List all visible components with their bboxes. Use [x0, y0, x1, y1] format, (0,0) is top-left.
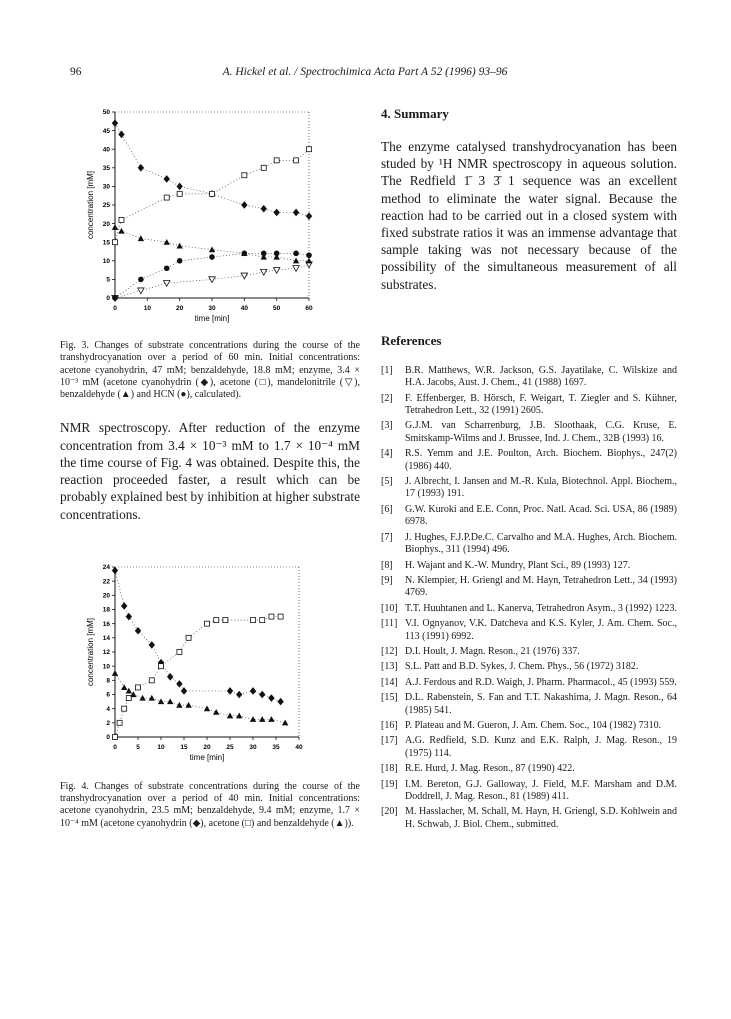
reference-item [381, 532, 677, 557]
series-circle [112, 251, 312, 301]
reference-item [381, 448, 677, 473]
y-axis-label: concentration [mM] [86, 170, 95, 240]
reference-item [381, 618, 677, 643]
reference-text: R.S. Yemm and J.E. Poulton, Arch. Biochem. Biophys., 247(2) (1986) 440. [405, 448, 677, 472]
data-point-square [126, 695, 131, 700]
y-tick-label: 0 [106, 295, 110, 303]
reference-number: [1] [381, 364, 393, 376]
y-tick-label: 35 [102, 165, 110, 172]
x-axis-label: time [min] [194, 314, 230, 323]
data-point-square [251, 617, 256, 622]
reference-text: J. Hughes, F.J.P.De.C. Carvalho and M.A. Hughes, Arch. Biochem. Biophys., 311 (1994) 496. [405, 531, 677, 556]
data-point-diamond [277, 697, 283, 705]
data-point-triangle-down [273, 268, 279, 274]
x-axis-label: time [min] [189, 752, 225, 762]
x-tick-label: 0 [113, 743, 117, 751]
reference-text: R.E. Hurd, J. Mag. Reson., 87 (1990) 422. [405, 763, 575, 775]
data-point-diamond [241, 201, 247, 209]
references-heading: References [381, 332, 442, 348]
data-point-triangle-down [138, 288, 144, 294]
reference-number: [16] [381, 719, 398, 731]
data-point-triangle [209, 246, 215, 252]
reference-item [381, 504, 677, 529]
x-tick-label: 20 [203, 743, 211, 751]
reference-item [381, 692, 677, 717]
data-point-circle [293, 251, 299, 257]
y-tick-label: 8 [106, 677, 110, 685]
data-point-circle [242, 251, 248, 257]
reference-text: I.M. Bereton, G.J. Galloway, J. Field, M.F. Marsham and D.M. Doddrell, J. Mag. Reson., 81 (1989) 411. [405, 778, 677, 803]
reference-number: [20] [381, 806, 398, 818]
data-point-square [261, 165, 266, 170]
reference-number: [15] [381, 692, 398, 704]
y-tick-label: 10 [102, 258, 110, 265]
y-tick-label: 45 [102, 127, 110, 135]
x-tick-label: 25 [226, 743, 234, 751]
x-tick-label: 30 [208, 305, 216, 312]
data-point-triangle [282, 719, 288, 725]
data-point-circle [209, 254, 215, 260]
data-point-square [177, 191, 182, 196]
reference-number: [10] [381, 602, 398, 614]
data-point-diamond [121, 602, 127, 610]
reference-text: F. Effenberger, B. Hörsch, F. Weigart, T. Ziegler and S. Kühner, Tetrahedron Lett., 32 (1991) 2605. [405, 392, 677, 417]
x-tick-label: 40 [295, 743, 303, 751]
reference-item [381, 603, 677, 615]
y-tick-label: 30 [102, 183, 110, 191]
data-point-circle [138, 277, 144, 283]
body-paragraph: NMR spectroscopy. After reduction of the enzyme concentration from 3.4 × 10⁻³ mM to 1.7 × 10⁻⁴ mM the time course of Fig. 4 was obtained. Despite this, the reaction proceeded faster, a result which can be probably explained best by inhibition at higher substrate concentrations. [60, 420, 360, 522]
data-point-diamond [236, 690, 242, 698]
x-tick-label: 35 [272, 743, 280, 751]
data-point-square [242, 173, 247, 178]
reference-text: N. Klempier, H. Griengl and M. Hayn, Tetrahedron Lett., 34 (1993) 4769. [405, 574, 677, 599]
data-point-circle [306, 252, 312, 258]
data-point-diamond [293, 209, 299, 217]
figure-4-chart [60, 561, 360, 771]
data-point-diamond [268, 694, 274, 702]
x-tick-label: 50 [273, 305, 281, 312]
x-tick-label: 10 [157, 743, 165, 751]
data-point-square [164, 195, 169, 200]
data-point-square [122, 706, 127, 711]
reference-text: J. Albrecht, I. Jansen and M.-R. Kula, Biotechnol. Appl. Biochem., 17 (1993) 191. [405, 476, 677, 500]
figure-4-caption: Fig. 4. Changes of substrate concentrations during the course of the transhydrocyanation over a period of 40 min. Initial concentrations: acetone cyanohydrin, 23.5 mM; benzaldehyde, 9.4 mM; enzyme, 1.7 × 10⁻⁴ mM (acetone cyanohydrin (◆), acetone (□) and benzaldehyde (▲)). [60, 780, 360, 829]
series-trend-line [115, 123, 309, 216]
x-tick-label: 15 [180, 743, 188, 751]
reference-text: A.J. Ferdous and R.D. Waigh, J. Pharm. Pharmacol., 45 (1993) 559. [405, 676, 677, 688]
figure-3-chart [60, 100, 360, 332]
reference-text: M. Hasslacher, M. Schall, M. Hayn, H. Griengl, S.D. Kohlwein and H. Schwab, J. Biol. Chem., submitted. [405, 806, 677, 830]
data-point-diamond [273, 209, 279, 217]
reference-text: B.R. Matthews, W.R. Jackson, G.S. Jayatilake, C. Wilskize and H.A. Jacobs, Aust. J. Chem., 41 (1988) 1697. [405, 364, 677, 389]
reference-number: [7] [381, 531, 393, 543]
reference-item [381, 779, 677, 804]
data-point-diamond [112, 566, 118, 574]
data-point-diamond [306, 212, 312, 220]
x-tick-label: 0 [113, 305, 117, 312]
data-point-triangle [176, 702, 182, 708]
y-tick-label: 24 [102, 563, 110, 571]
data-point-diamond [250, 687, 256, 695]
data-point-diamond [261, 205, 267, 213]
reference-number: [19] [381, 778, 398, 790]
data-point-circle [164, 265, 170, 271]
y-tick-label: 16 [102, 620, 110, 628]
data-point-square [274, 158, 279, 163]
reference-number: [18] [381, 763, 398, 775]
y-tick-label: 25 [102, 202, 110, 210]
reference-text: D.I. Hoult, J. Magn. Reson., 21 (1976) 337. [405, 645, 580, 657]
data-point-triangle [227, 712, 233, 718]
y-tick-label: 10 [102, 663, 110, 671]
reference-item [381, 476, 677, 501]
data-point-triangle [139, 695, 145, 701]
x-tick-label: 40 [240, 305, 248, 312]
data-point-diamond [118, 131, 124, 139]
reference-number: [3] [381, 420, 393, 432]
series-trend-line [115, 570, 281, 701]
data-point-diamond [167, 673, 173, 681]
reference-item [381, 735, 677, 760]
data-point-diamond [176, 183, 182, 191]
data-point-square [113, 734, 118, 739]
x-tick-label: 20 [176, 305, 184, 312]
y-tick-label: 5 [106, 276, 110, 284]
y-tick-label: 18 [102, 606, 110, 614]
data-point-square [214, 617, 219, 622]
reference-item [381, 420, 677, 445]
data-point-square [117, 720, 122, 725]
summary-heading: 4. Summary [381, 106, 449, 121]
data-point-diamond [227, 687, 233, 695]
y-tick-label: 15 [102, 239, 110, 247]
reference-number: [11] [381, 618, 398, 630]
data-point-square [210, 191, 215, 196]
data-point-square [269, 614, 274, 619]
data-point-circle [177, 258, 183, 264]
summary-text: The enzyme catalysed transhydrocyanation has been studed by ¹H NMR spectroscopy in aqueous solution. The Redfield 1̄ 3 3̄ 1 sequence was an excellent method to eliminate the water signal. Because the reaction had to be carried out in a closed system with fixed substrate ratios it was an immense advantage that sample taking was not necessary because of the possibility of the simultaneous measurement of all substrates. [381, 139, 677, 292]
reference-number: [12] [381, 645, 398, 657]
series-diamond [112, 119, 312, 220]
reference-item [381, 560, 677, 572]
data-point-triangle [118, 228, 124, 234]
y-tick-label: 2 [106, 719, 110, 727]
left-column [60, 100, 360, 830]
reference-item [381, 806, 677, 831]
data-point-diamond [138, 164, 144, 172]
data-point-square [260, 617, 265, 622]
data-point-triangle [204, 705, 210, 711]
data-point-diamond [149, 641, 155, 649]
data-point-triangle [138, 235, 144, 241]
reference-text: T.T. Huuhtanen and L. Kanerva, Tetrahedron Asym., 3 (1992) 1223. [405, 602, 678, 614]
page-number: 96 [70, 66, 82, 78]
data-point-diamond [135, 627, 141, 635]
data-point-circle [112, 295, 118, 301]
reference-text: V.I. Ognyanov, V.K. Datcheva and K.S. Kyler, J. Am. Chem. Soc., 113 (1991) 6992. [405, 618, 677, 642]
reference-text: A.G. Redfield, S.D. Kunz and E.K. Ralph, J. Mag. Reson., 19 (1975) 114. [405, 735, 677, 759]
data-point-diamond [112, 119, 118, 127]
reference-text: G.W. Kuroki and E.E. Conn, Proc. Natl. Acad. Sci. USA, 86 (1989) 6978. [405, 503, 677, 528]
data-point-triangle [112, 224, 118, 230]
x-tick-label: 10 [143, 305, 151, 312]
reference-item [381, 661, 677, 673]
x-tick-label: 60 [305, 305, 313, 312]
data-point-square [113, 240, 118, 245]
data-point-square [278, 614, 283, 619]
y-axis-label: concentration [mM] [86, 617, 95, 686]
data-point-diamond [164, 175, 170, 183]
reference-item [381, 763, 677, 775]
data-point-triangle-down [261, 269, 267, 275]
data-point-circle [261, 251, 267, 257]
right-column [381, 100, 677, 834]
y-tick-label: 0 [106, 733, 110, 741]
data-point-triangle [213, 709, 219, 715]
series-square [113, 147, 312, 245]
data-point-triangle [112, 670, 118, 676]
reference-number: [17] [381, 735, 398, 747]
reference-number: [6] [381, 503, 393, 515]
reference-number: [4] [381, 448, 393, 460]
reference-number: [9] [381, 574, 393, 586]
series-trend-line [115, 253, 309, 298]
data-point-square [223, 617, 228, 622]
x-tick-label: 5 [136, 743, 140, 751]
y-tick-label: 6 [106, 691, 110, 699]
series-trend-line [115, 616, 281, 736]
series-trend-line [115, 673, 285, 723]
reference-item [381, 575, 677, 600]
data-point-square [177, 649, 182, 654]
reference-text: D.L. Rabenstein, S. Fan and T.T. Nakashima, J. Magn. Reson., 64 (1985) 541. [405, 692, 677, 716]
y-tick-label: 20 [102, 220, 110, 228]
reference-text: G.J.M. van Scharrenburg, J.B. Sloothaak, C.G. Kruse, E. Smitskamp-Wilms and J. Brussee, Ind. J. Chem., 32B (1993) 16. [405, 420, 677, 444]
data-point-square [136, 685, 141, 690]
y-tick-label: 14 [102, 634, 110, 642]
data-point-circle [274, 251, 280, 257]
reference-item [381, 393, 677, 418]
data-point-square [149, 678, 154, 683]
reference-number: [8] [381, 559, 393, 571]
data-point-triangle [158, 698, 164, 704]
data-point-square [205, 621, 210, 626]
running-head: A. Hickel et al. / Spectrochimica Acta Part A 52 (1996) 93–96 [222, 66, 508, 78]
reference-text: S.L. Patt and B.D. Sykes, J. Chem. Phys., 56 (1972) 3182. [405, 661, 639, 673]
reference-number: [14] [381, 676, 398, 688]
y-tick-label: 20 [102, 592, 110, 600]
data-point-diamond [181, 687, 187, 695]
data-point-triangle [236, 712, 242, 718]
y-tick-label: 22 [102, 578, 110, 586]
reference-number: [13] [381, 661, 398, 673]
data-point-square [159, 663, 164, 668]
data-point-square [186, 635, 191, 640]
reference-number: [5] [381, 476, 393, 488]
data-point-diamond [176, 680, 182, 688]
data-point-triangle [121, 684, 127, 690]
y-tick-label: 4 [106, 705, 110, 713]
reference-text: P. Plateau and M. Gueron, J. Am. Chem. Soc., 104 (1982) 7310. [405, 719, 662, 731]
y-tick-label: 50 [102, 109, 110, 117]
reference-item [381, 365, 677, 390]
data-point-diamond [259, 690, 265, 698]
references-list [381, 365, 677, 831]
y-tick-label: 12 [102, 648, 110, 656]
reference-text: H. Wajant and K.-W. Mundry, Plant Sci., 89 (1993) 127. [405, 559, 631, 571]
data-point-diamond [126, 612, 132, 620]
x-tick-label: 30 [249, 743, 257, 751]
data-point-square [294, 158, 299, 163]
reference-item [381, 646, 677, 658]
reference-item [381, 677, 677, 689]
data-point-triangle [176, 243, 182, 249]
data-point-triangle-down [293, 266, 299, 272]
data-point-triangle [268, 716, 274, 722]
reference-number: [2] [381, 392, 393, 404]
data-point-square [119, 217, 124, 222]
figure-3-caption: Fig. 3. Changes of substrate concentrations during the course of the transhydrocyanation over a period of 60 min. Initial concentrations: acetone cyanohydrin, 47 mM; benzaldehyde, 18.8 mM; enzyme, 3.4 × 10⁻³ mM (acetone cyanohydrin (◆), acetone (□), mandelonitrile (▽), benzaldehyde (▲) and HCN (●), calculated). [60, 340, 360, 401]
reference-item [381, 720, 677, 732]
y-tick-label: 40 [102, 146, 110, 154]
data-point-square [307, 147, 312, 152]
data-point-triangle-down [241, 273, 247, 279]
